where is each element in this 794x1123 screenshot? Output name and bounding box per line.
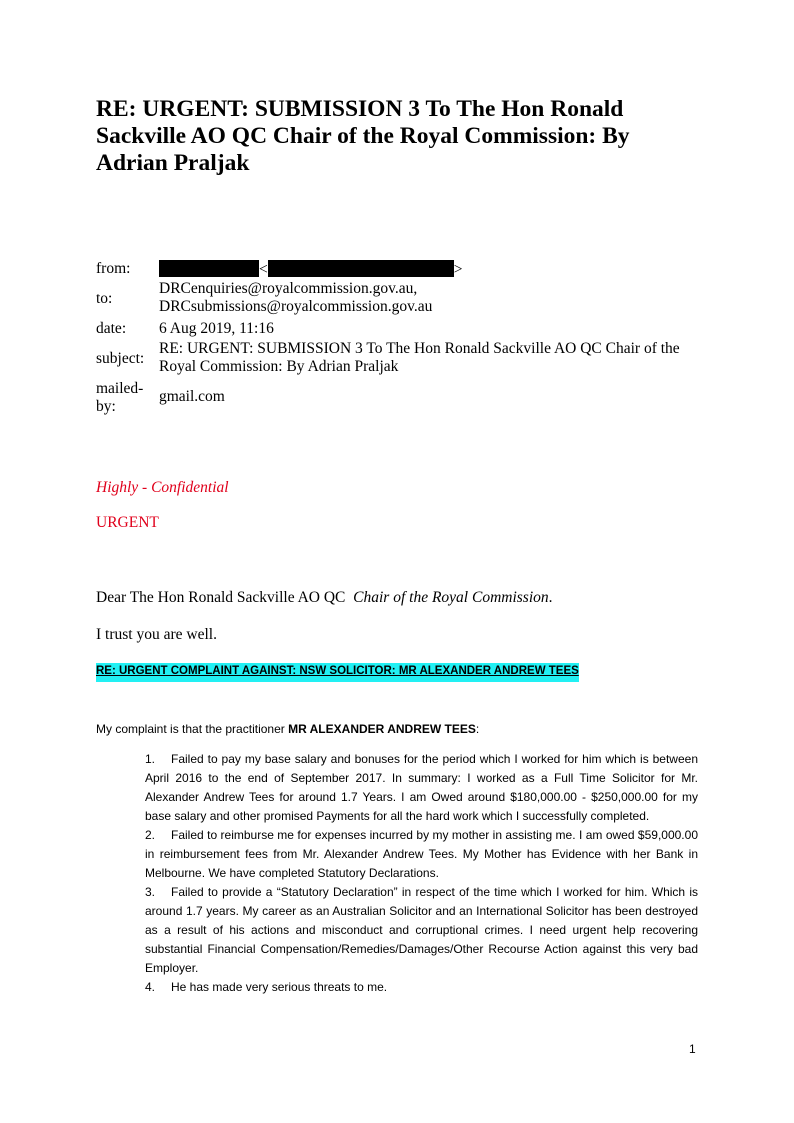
list-item-text: Failed to provide a “Statutory Declaration” in respect of the time which I worked for him. Which is around 1.7 years. My career as an Australian Solicitor and an International Solicitor has been destroyed as a result of his actions and misconduct and corruptional crimes. I need urgent help recovering substantial Financial Compensation/Remedies/Damages/Other Recourse Action against this very bad Employer. (145, 885, 698, 975)
from-value (159, 260, 699, 279)
list-item (145, 883, 698, 978)
complaint-intro (96, 722, 479, 736)
greeting (96, 589, 553, 607)
list-item-text: He has made very serious threats to me. (171, 980, 388, 994)
list-item-text: Failed to pay my base salary and bonuses for the period which I worked for him which is between April 2016 to the end of September 2017. In summary: I worked as a Full Time Solicitor for Mr. Alexander Andrew Tees for around 1.7 Years. I am Owed around $180,000.00 - $250,000.00 for my base salary and other promised Payments for all the hard work which I successfully completed. (145, 752, 698, 823)
list-item (145, 826, 698, 883)
page-number: 1 (689, 1042, 696, 1056)
from-close-bracket: > (453, 261, 463, 278)
to-label: to: (96, 290, 113, 307)
list-item-number: 2. (145, 828, 156, 842)
subject-label: subject: (96, 350, 145, 367)
mailed-by-value: gmail.com (159, 388, 225, 405)
greeting-chair-title: Chair of the Royal Commission (353, 589, 549, 606)
date-label: date: (96, 320, 127, 337)
complaint-intro-end: : (475, 722, 480, 736)
list-item (145, 750, 698, 826)
trust-line: I trust you are well. (96, 626, 217, 643)
list-item (145, 978, 698, 997)
complaint-list (145, 750, 698, 997)
list-item-text: Failed to reimburse me for expenses incurred by my mother in assisting me. I am owed $59,000.00 in reimbursement fees from Mr. Alexander Andrew Tees. My Mother has Evidence with her Bank in Melbourne. We have completed Statutory Declarations. (145, 828, 698, 880)
list-item-number: 1. (145, 752, 156, 766)
list-item-number: 4. (145, 980, 156, 994)
complaint-intro-text: My complaint is that the practitioner (96, 722, 289, 736)
to-row (96, 280, 706, 320)
complaint-heading-highlighted: RE: URGENT COMPLAINT AGAINST: NSW SOLICITOR: MR ALEXANDER ANDREW TEES (96, 663, 579, 682)
date-value: 6 Aug 2019, 11:16 (159, 320, 274, 337)
to-recipient-1: DRCenquiries@royalcommission.gov.au, (159, 280, 418, 297)
document-title: RE: URGENT: SUBMISSION 3 To The Hon Ronald Sackville AO QC Chair of the Royal Commission: By Adrian Praljak (96, 96, 630, 176)
mailed-by-row (96, 380, 706, 420)
greeting-text: Dear The Hon Ronald Sackville AO QC (96, 589, 354, 606)
to-recipient-2: DRCsubmissions@royalcommission.gov.au (159, 298, 433, 315)
from-label: from: (96, 260, 131, 277)
subject-value: RE: URGENT: SUBMISSION 3 To The Hon Ronald Sackville AO QC Chair of the Royal Commission: By Adrian Praljak (159, 340, 680, 375)
to-value (159, 280, 699, 316)
practitioner-name: MR ALEXANDER ANDREW TEES (288, 722, 476, 736)
redacted-sender-name (159, 260, 259, 277)
redacted-sender-email (268, 260, 454, 277)
subject-row (96, 340, 706, 380)
from-open-bracket: < (259, 261, 268, 278)
list-item-number: 3. (145, 885, 156, 899)
confidential-notice: Highly - Confidential (96, 479, 229, 496)
urgent-notice: URGENT (96, 514, 159, 531)
mailed-by-label: mailed- by: (96, 380, 144, 415)
greeting-end: . (548, 589, 553, 606)
